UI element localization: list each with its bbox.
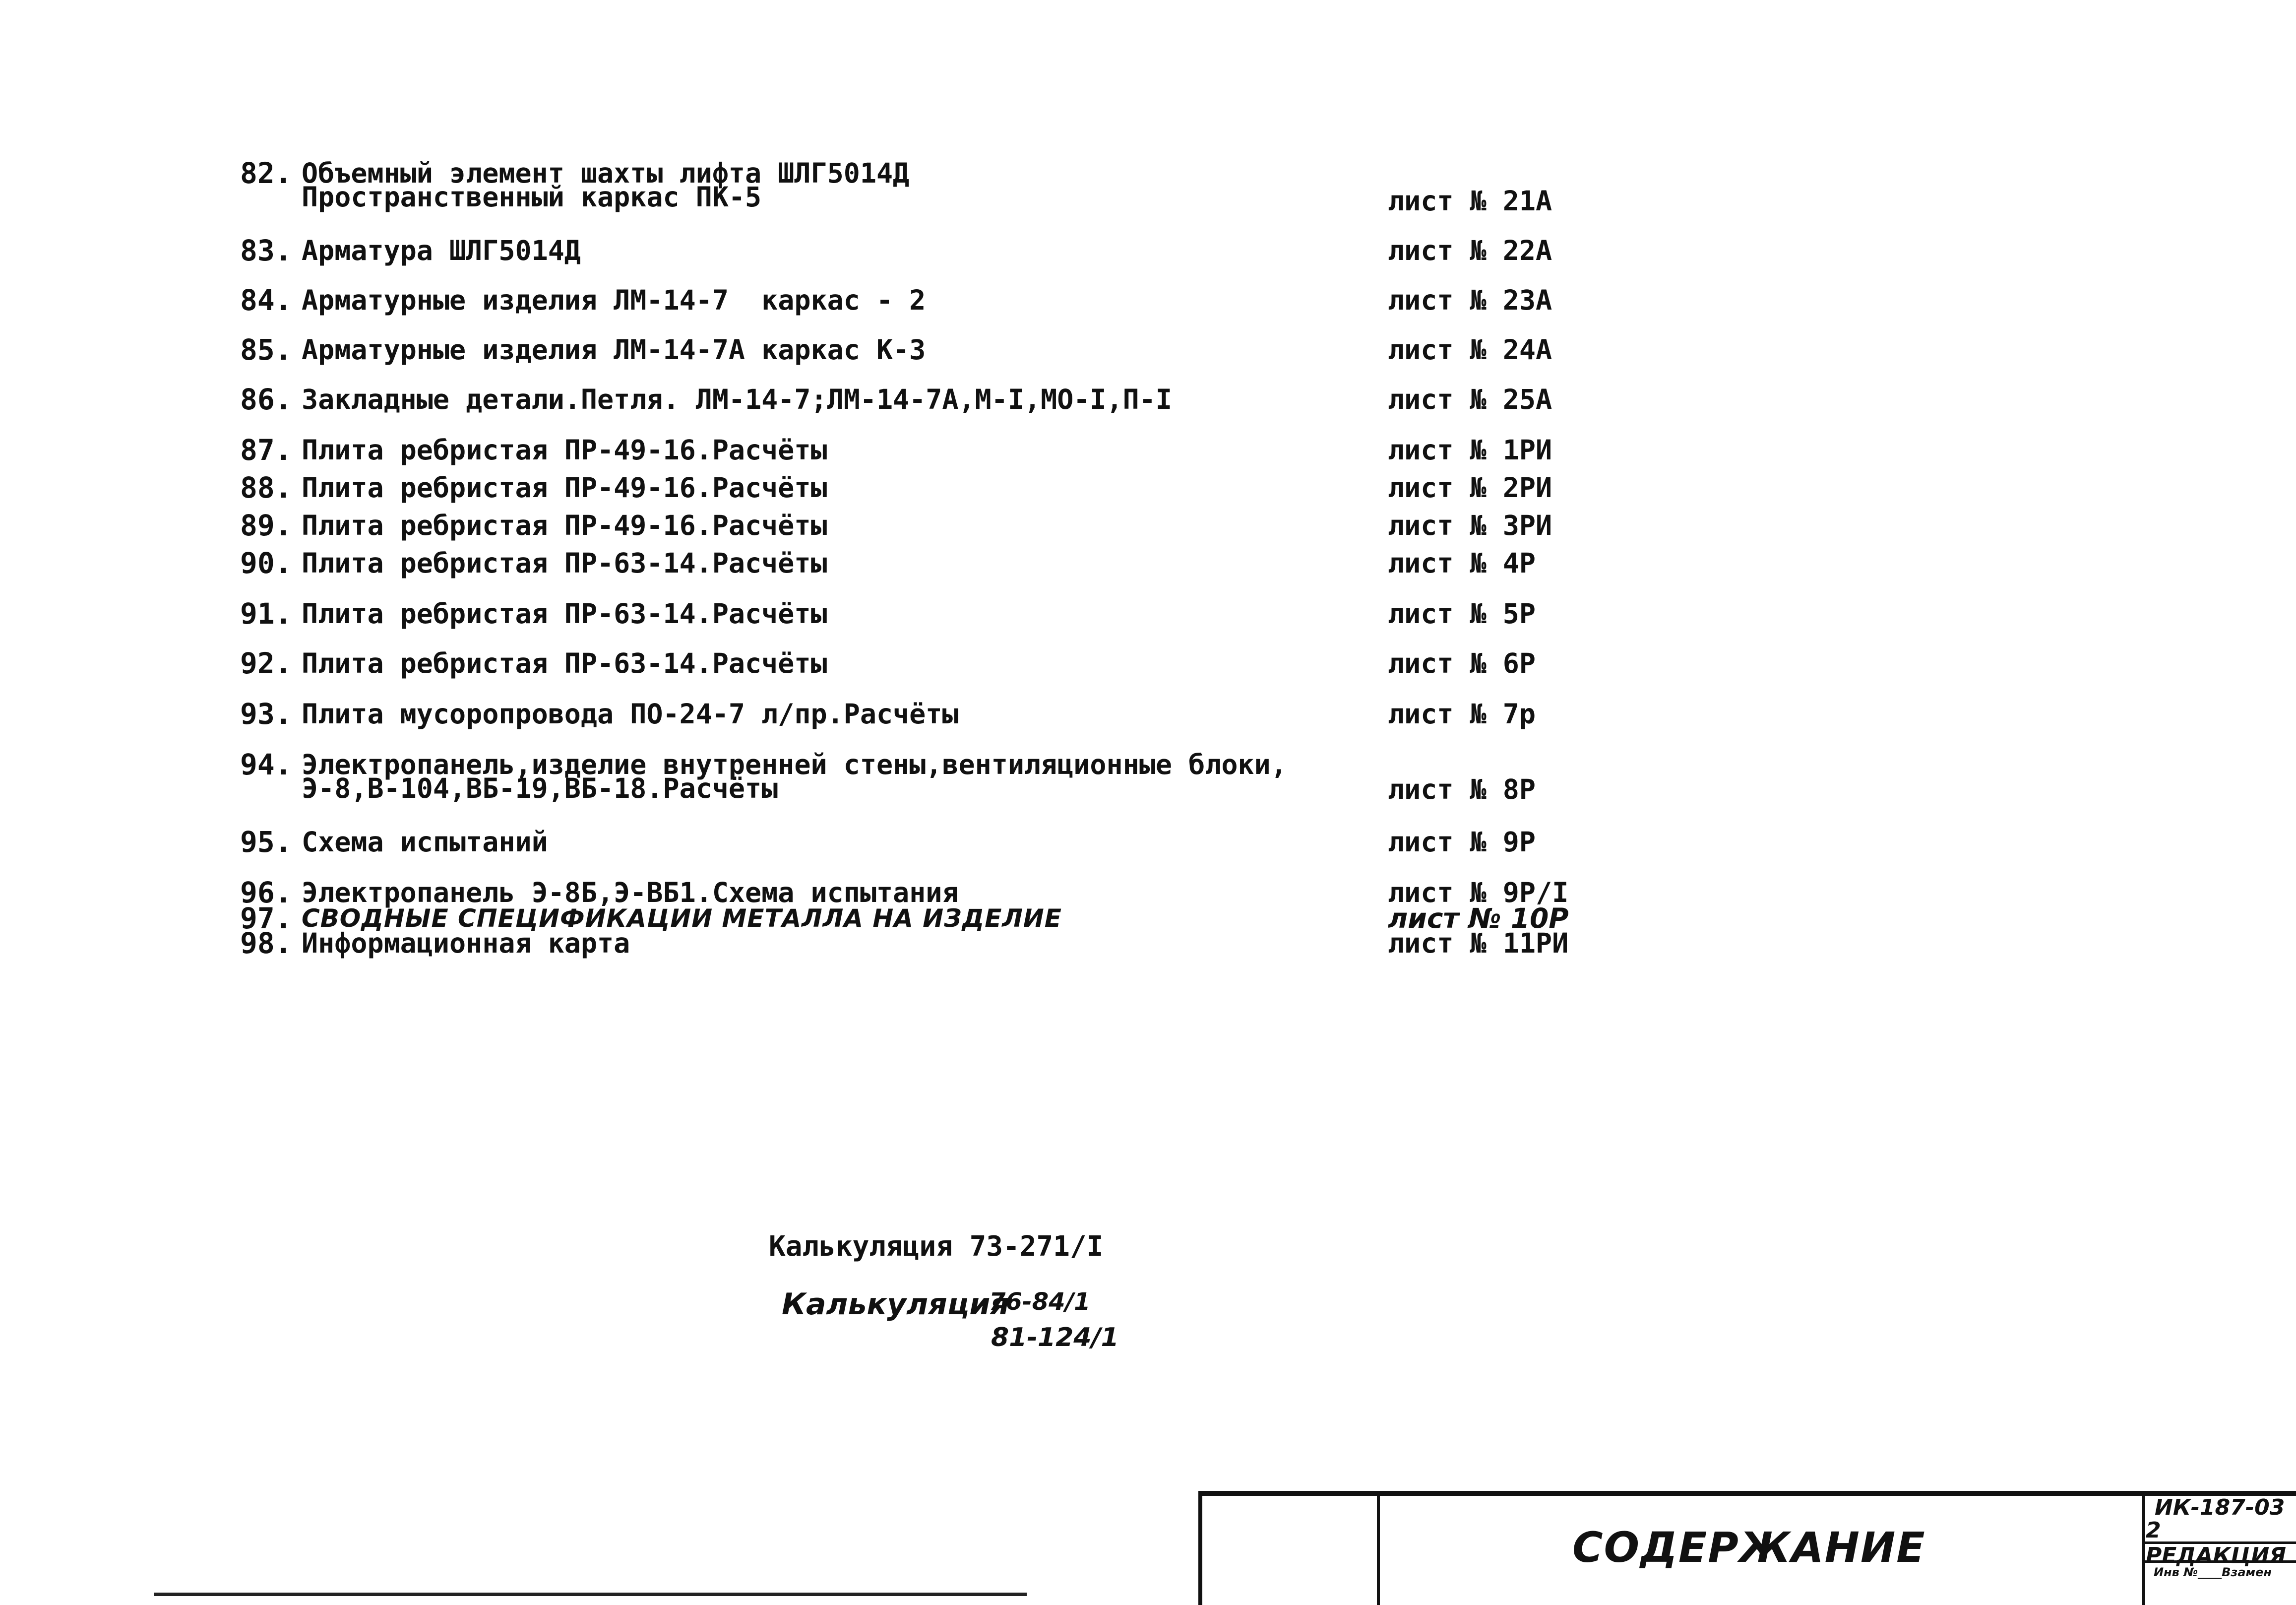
item-title: Плита ребристая ПР-49-16.Расчёты — [302, 510, 827, 541]
sheet-reference: лист № 25А — [1388, 384, 1552, 415]
item-title-continued: Э-8,В-104,ВБ-19,ВБ-18.Расчёты — [302, 772, 778, 804]
item-number: 98. — [240, 926, 292, 960]
sheet-reference: лист № 8Р — [1388, 773, 1536, 805]
item-title: Объемный элемент шахты лифта ШЛГ5014Д — [302, 157, 910, 189]
item-number: 86. — [240, 383, 292, 416]
calculation-typed: Калькуляция 73-271/I — [769, 1230, 1104, 1263]
document-code: ИК-187-03 — [2155, 1495, 2285, 1520]
item-number: 92. — [240, 646, 292, 680]
item-title: Арматура ШЛГ5014Д — [302, 235, 581, 266]
calculation-handwritten-value: 76-84/1 — [989, 1288, 1091, 1316]
sheet-reference: лист № 24А — [1388, 334, 1552, 366]
item-number: 90. — [240, 546, 292, 580]
sheet-reference: лист № 11РИ — [1388, 927, 1569, 959]
item-title: Плита ребристая ПР-63-14.Расчёты — [302, 647, 827, 679]
sheet-reference: лист № 2РИ — [1388, 472, 1552, 504]
item-title: Плита мусоропровода ПО-24-7 л/пр.Расчёты — [302, 698, 959, 730]
stamp-divider — [2142, 1496, 2145, 1605]
item-title: Плита ребристая ПР-49-16.Расчёты — [302, 472, 827, 504]
item-number: 89. — [240, 509, 292, 542]
item-title-continued: Пространственный каркас ПК-5 — [302, 181, 762, 213]
sheet-reference: лист № 5Р — [1388, 598, 1536, 630]
item-title: Плита ребристая ПР-63-14.Расчёты — [302, 598, 827, 630]
item-title: Электропанель,изделие внутренней стены,вентиляционные блоки, — [302, 749, 1287, 780]
title-block — [1198, 1491, 2296, 1605]
item-number: 87. — [240, 433, 292, 467]
sheet-reference: лист № 10Р — [1388, 902, 1569, 934]
inventory-label: Инв №____Взамен — [2154, 1565, 2272, 1579]
sheet-reference: лист № 6Р — [1388, 647, 1536, 679]
item-title: Арматурные изделия ЛМ-14-7 каркас - 2 — [302, 284, 926, 316]
item-title: СВОДНЫЕ СПЕЦИФИКАЦИИ МЕТАЛЛА НА ИЗДЕЛИЕ — [302, 904, 1062, 933]
item-title: Плита ребристая ПР-49-16.Расчёты — [302, 434, 827, 466]
sheet-reference: лист № 7р — [1388, 698, 1536, 730]
item-number: 91. — [240, 597, 292, 631]
sheet-reference: лист № 4Р — [1388, 547, 1536, 579]
item-title: Информационная карта — [302, 927, 630, 959]
calculation-handwritten-value: 81-124/1 — [991, 1323, 1119, 1352]
sheet-reference: лист № 3РИ — [1388, 510, 1552, 541]
sheet-reference: лист № 9Р/I — [1388, 877, 1569, 908]
sheet-reference: лист № 21А — [1388, 185, 1552, 217]
item-number: 82. — [240, 156, 292, 190]
item-number: 94. — [240, 748, 292, 781]
stamp-divider — [1377, 1496, 1380, 1605]
item-title: Электропанель Э-8Б,Э-ВБ1.Схема испытания — [302, 877, 959, 908]
sheet-reference: лист № 1РИ — [1388, 434, 1552, 466]
sheet-reference: лист № 9Р — [1388, 826, 1536, 858]
item-title: Арматурные изделия ЛМ-14-7А каркас К-3 — [302, 334, 926, 366]
document-title: СОДЕРЖАНИЕ — [1572, 1523, 1926, 1572]
item-number: 97. — [240, 901, 292, 935]
item-number: 85. — [240, 333, 292, 367]
item-number: 88. — [240, 471, 292, 505]
item-number: 83. — [240, 234, 292, 267]
item-title: Схема испытаний — [302, 826, 548, 858]
item-number: 93. — [240, 697, 292, 731]
item-title: Плита ребристая ПР-63-14.Расчёты — [302, 547, 827, 579]
item-title: Закладные детали.Петля. ЛМ-14-7;ЛМ-14-7А,М-I,МО-I,П-I — [302, 384, 1172, 415]
item-number: 95. — [240, 825, 292, 859]
sheet-reference: лист № 22А — [1388, 235, 1552, 266]
sheet-reference: лист № 23А — [1388, 284, 1552, 316]
item-number: 96. — [240, 876, 292, 909]
edition-label: 2 РЕДАКЦИЯ — [2146, 1518, 2287, 1568]
calculation-handwritten-label: Калькуляция — [782, 1287, 1009, 1322]
page-bottom-rule — [154, 1593, 1027, 1596]
item-number: 84. — [240, 283, 292, 317]
